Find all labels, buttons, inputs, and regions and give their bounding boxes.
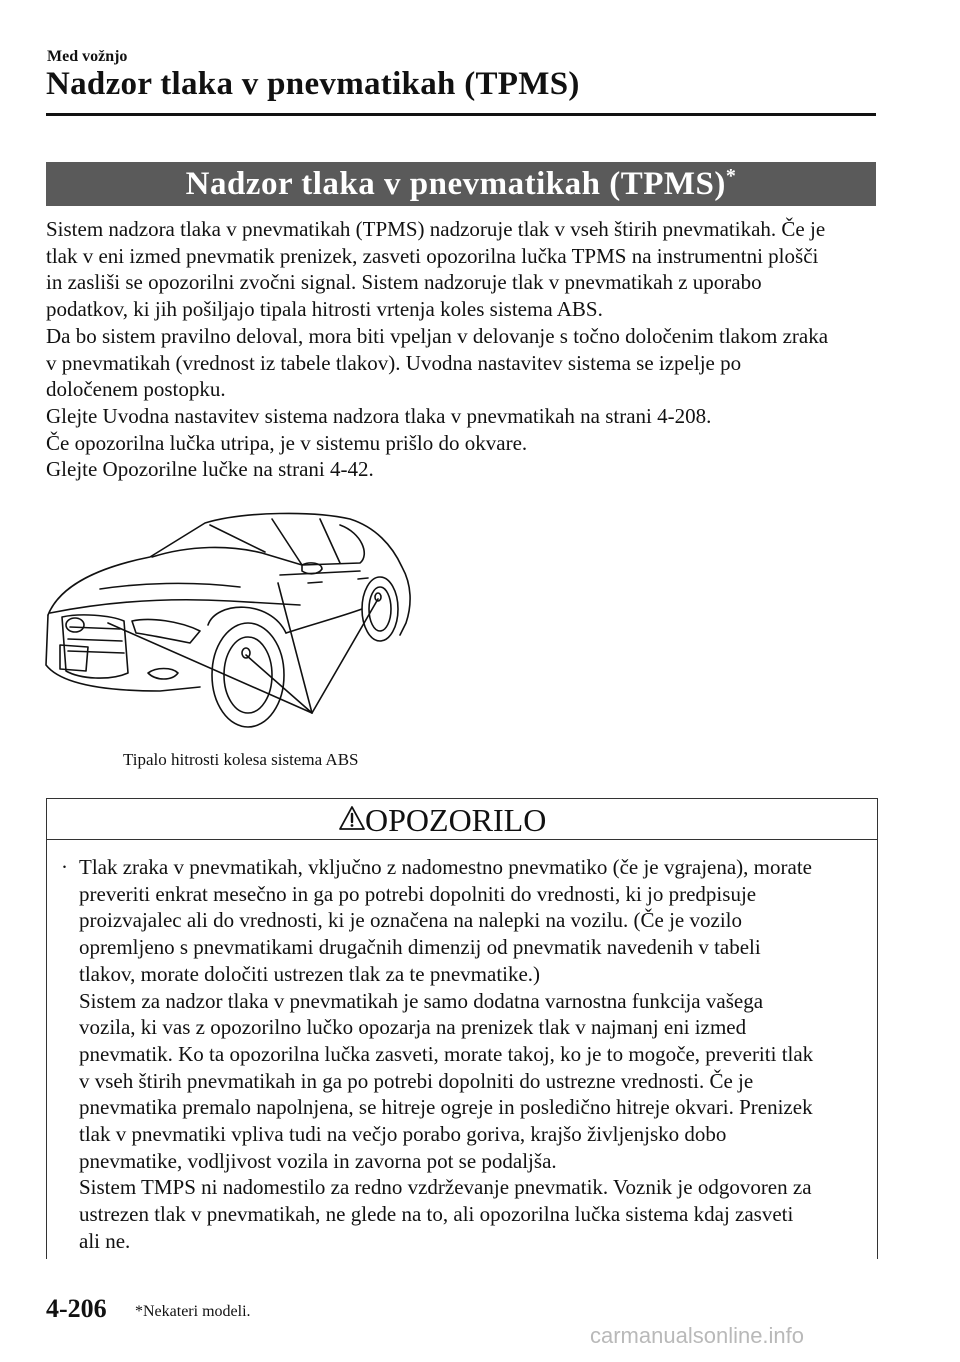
footnote: *Nekateri modeli. <box>135 1303 251 1320</box>
watermark: carmanualsonline.info <box>590 1323 805 1348</box>
section-label: Med vožnjo <box>47 48 128 65</box>
page-title: Nadzor tlaka v pnevmatikah (TPMS) <box>46 66 580 102</box>
title-rule <box>46 113 876 116</box>
footnote-mark: * <box>725 165 737 187</box>
section-banner <box>46 162 876 206</box>
page-number: 4-206 <box>46 1294 107 1323</box>
body-text: Sistem nadzora tlaka v pnevmatikah (TPMS) nadzoruje tlak v vseh štirih pnevmatikah. Če je tlak v eni izmed pnevmatik prenizek, zasveti opozorilna lučka TPMS na instrumentni plošči in zasliši se opozorilni zvočni signal. Sistem nadzoruje tlak v pnevmatikah z uporabo podatkov, ki jih pošiljajo tipala hitrosti vrtenja koles sistema ABS. Da bo sistem pravilno deloval, mora biti vpeljan v delovanje s točno določenim tlakom zraka v pnevmatikah (vrednost iz tabele tlakov). Uvodna nastavitev sistema se izpelje po določenem postopku. Glejte Uvodna nastavitev sistema nadzora tlaka v pnevmatikah na strani 4-208. Če opozorilna lučka utripa, je v sistemu prišlo do okvare. Glejte Opozorilne lučke na strani 4-42. <box>46 217 829 482</box>
warning-box <box>46 798 878 1259</box>
warning-bullet: · <box>61 855 68 879</box>
warning-title: OPOZORILO <box>365 802 547 838</box>
warning-triangle-icon <box>339 805 365 831</box>
warning-text: Tlak zraka v pnevmatikah, vključno z nadomestno pnevmatiko (če je vgrajena), morate preveriti enkrat mesečno in ga po potrebi dopolniti do vrednosti, ki jo predpisuje proizvajalec ali do vrednosti, ki je označena na nalepki na vozilu. (Če je vozilo opremljeno s pnevmatikami drugačnih dimenzij od pnevmatik navedenih v tabeli tlakov, morate določiti ustrezen tlak za te pnevmatike.) Sistem za nadzor tlaka v pnevmatikah je samo dodatna varnostna funkcija vašega vozila, ki vas z opozorilno lučko opozarja na prenizek tlak v najmanj eni izmed pnevmatik. Ko ta opozorilna lučka zasveti, morate takoj, ko je to mogoče, preveriti tlak v vseh štirih pnevmatikah in ga po potrebi dopolniti do ustrezne vrednosti. Če je pnevmatika premalo napolnjena, se hitreje ogreje in posledično hitreje okvari. Prenizek tlak v pnevmatiki vpliva tudi na večjo porabo goriva, krajšo življenjsko dobo pnevmatike, vodljivost vozila in zavorna pot se podaljša. Sistem TMPS ni nadomestilo za redno vzdrževanje pnevmatik. Voznik je odgovoren za ustrezen tlak v pnevmatikah, ne glede na to, ali opozorilna lučka sistema kdaj zasveti ali ne. <box>79 855 814 1253</box>
car-drawing <box>40 505 420 750</box>
figure-caption: Tipalo hitrosti kolesa sistema ABS <box>123 750 359 769</box>
warning-header <box>47 799 877 840</box>
car-illustration <box>40 505 420 750</box>
banner-title: Nadzor tlaka v pnevmatikah (TPMS) <box>185 166 726 202</box>
